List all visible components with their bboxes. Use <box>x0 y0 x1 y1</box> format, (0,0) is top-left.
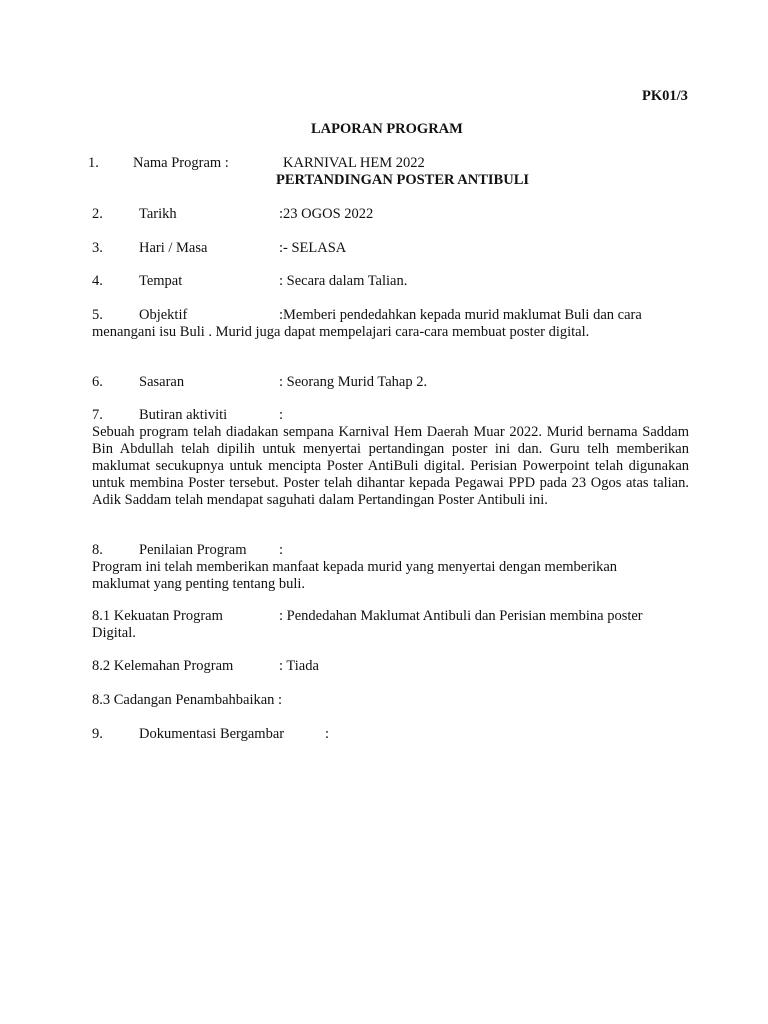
item8-3-label: 8.3 Cadangan Penambahbaikan : <box>92 692 283 708</box>
item5-value: :Memberi pendedahkan kepada murid maklumat Buli dan cara <box>279 307 642 323</box>
item2-label: Tarikh <box>139 206 177 222</box>
item7-colon: : <box>279 407 284 423</box>
item7-number: 7. <box>92 407 103 423</box>
item8-number: 8. <box>92 542 103 558</box>
item8-2-value: : Tiada <box>279 658 319 674</box>
doc-code: PK01/3 <box>642 88 688 104</box>
item4-value: : Secara dalam Talian. <box>279 273 408 289</box>
item4-number: 4. <box>92 273 103 289</box>
item1-value: KARNIVAL HEM 2022 <box>283 155 425 171</box>
item8-1-continuation: Digital. <box>92 625 136 641</box>
item1-label: Nama Program : <box>133 155 229 171</box>
item8-1-label: 8.1 Kekuatan Program <box>92 608 223 624</box>
item1-value-subtitle: PERTANDINGAN POSTER ANTIBULI <box>276 172 530 188</box>
page-title: LAPORAN PROGRAM <box>311 121 463 137</box>
item4-label: Tempat <box>139 273 183 289</box>
item8-2-label: 8.2 Kelemahan Program <box>92 658 234 674</box>
item5-label: Objektif <box>139 307 188 323</box>
item8-colon: : <box>279 542 284 558</box>
item6-label: Sasaran <box>139 374 185 390</box>
item8-1-value: : Pendedahan Maklumat Antibuli dan Perisian membina poster <box>279 608 643 624</box>
item2-number: 2. <box>92 206 103 222</box>
item5-continuation: menangani isu Buli . Murid juga dapat mempelajari cara-cara membuat poster digital. <box>92 324 590 340</box>
item9-colon: : <box>325 726 330 742</box>
item6-number: 6. <box>92 374 103 390</box>
item2-value: :23 OGOS 2022 <box>279 206 374 222</box>
item9-number: 9. <box>92 726 103 742</box>
item3-value: :- SELASA <box>279 240 347 256</box>
item3-number: 3. <box>92 240 103 256</box>
item6-value: : Seorang Murid Tahap 2. <box>279 374 428 390</box>
item8-label: Penilaian Program <box>139 542 247 558</box>
item8-paragraph: Program ini telah memberikan manfaat kepada murid yang menyertai dengan memberikan maklumat yang penting tentang buli. <box>92 559 618 592</box>
item7-label: Butiran aktiviti <box>139 407 228 423</box>
item7-paragraph: Sebuah program telah diadakan sempana Karnival Hem Daerah Muar 2022. Murid bernama Saddam Bin Abdullah telah dipilih untuk menyertai pertandingan poster ini dan. Guru telh memberikan maklumat secukupnya untuk mencipta Poster AntiBuli digital. Perisian Powerpoint telah digunakan untuk membina Poster tersebut. Poster telah dihantar kepada Pegawai PPD pada 23 Ogos atas talian. Adik Saddam telah mendapat saguhati dalam Pertandingan Poster Antibuli ini. <box>92 424 689 508</box>
item3-label: Hari / Masa <box>139 240 208 256</box>
item5-number: 5. <box>92 307 103 323</box>
item9-label: Dokumentasi Bergambar <box>139 726 285 742</box>
item1-number: 1. <box>88 155 99 171</box>
